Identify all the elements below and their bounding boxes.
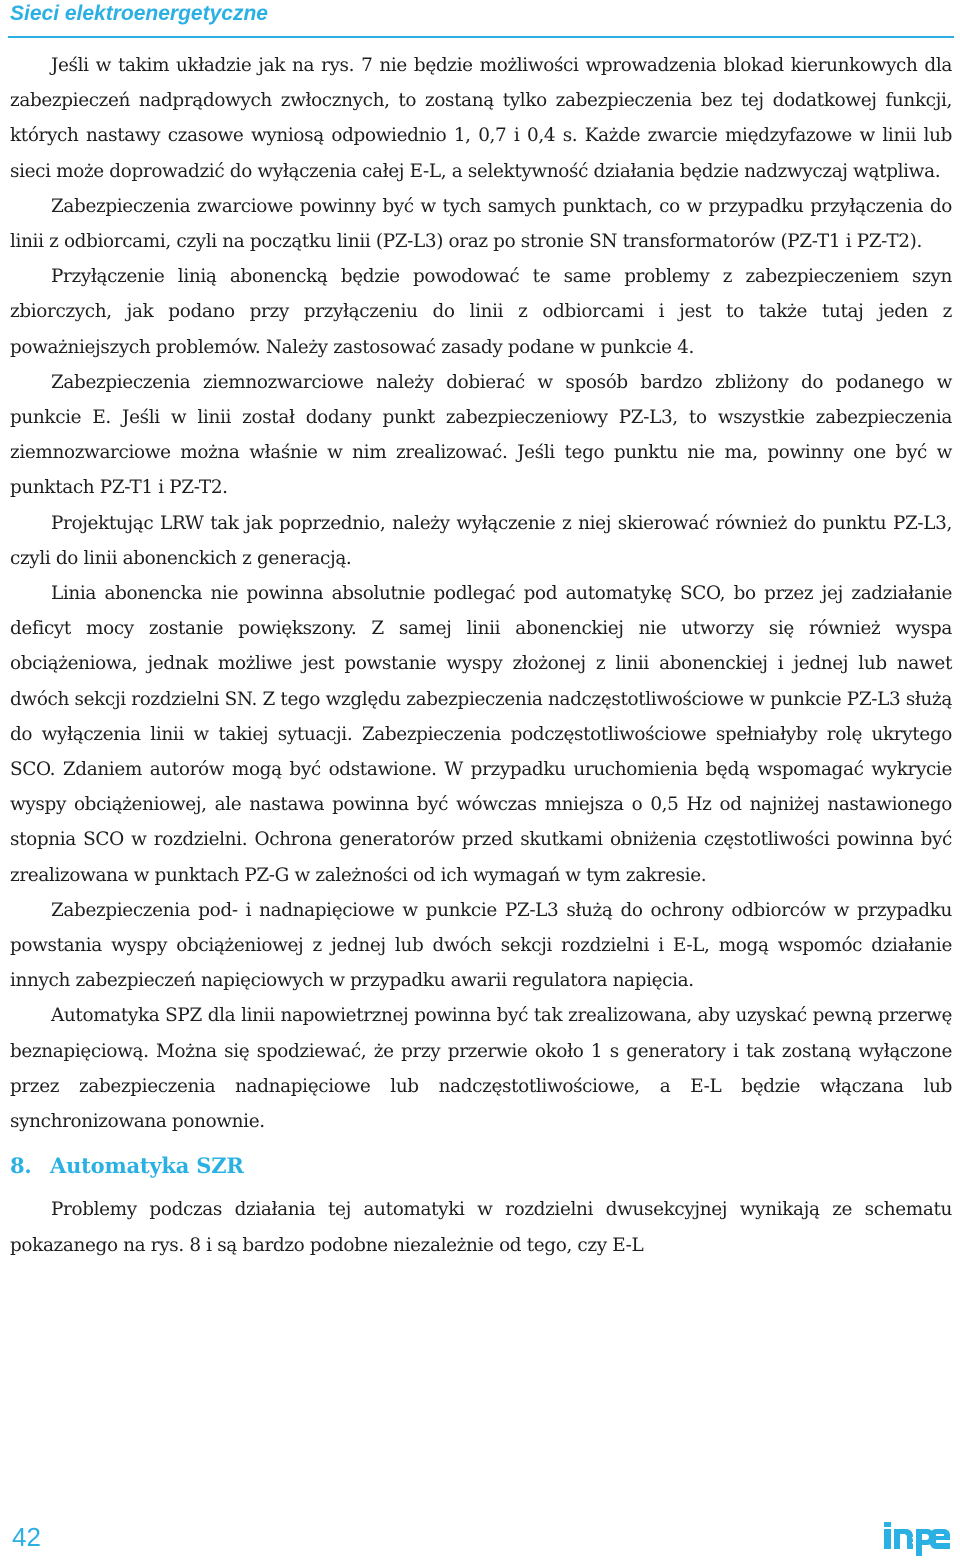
header-rule [8,36,954,38]
paragraph: Problemy podczas działania tej automatyki w rozdzielni dwusekcyjnej wynikają ze schematu pokazanego na rys. 8 i są bardzo podobne niezależnie od tego, czy E-L [10,1199,952,1256]
paragraph: Zabezpieczenia zwarciowe powinny być w tych samych punktach, co w przypadku przyłączenia do linii z odbiorcami, czyli na początku linii (PZ-L3) oraz po stronie SN transformatorów (PZ-T1 i PZ-T2). [10,195,952,253]
page-header [8,0,954,40]
paragraph: Jeśli w takim układzie jak na rys. 7 nie będzie możliwości wprowadzenia blokad kierunkowych dla zabezpieczeń nadprądowych zwłocznych, to zostaną tylko zabezpieczenia bez tej dodatkowej funkcji, których nastawy czasowe wyniosą odpowiednio 1, 0,7 i 0,4 s. Każde zwarcie międzyfazowe w linii lub sieci może doprowadzić do wyłączenia całej E-L, a selektywność działania będzie nadzwyczaj wątpliwa. [10,55,952,182]
inpe-logo [882,1518,952,1558]
paragraph: Automatyka SPZ dla linii napowietrznej powinna być tak zrealizowana, aby uzyskać pewną przerwę beznapięciową. Można się spodziewać, że przy przerwie około 1 s generatory i tak zostaną wyłączone przez zabezpieczenia nadnapięciowe lub nadczęstotliwościowe, a E-L będzie włączana lub synchronizowana ponownie. [10,1005,952,1133]
section-number: 8. [10,1153,32,1179]
paragraph: Projektując LRW tak jak poprzednio, należy wyłączenie z niej skierować również do punktu PZ-L3, czyli do linii abonenckich z generacją. [10,512,952,569]
paragraph: Linia abonencka nie powinna absolutnie podlegać pod automatykę SCO, bo przez jej zadziałanie deficyt mocy zostanie powiększony. Z samej linii abonenckiej nie utworzy się również wyspa obciążeniowa, jednak możliwe jest powstanie wyspy złożonej z linii abonenckiej i jednej lub nawet dwóch sekcji rozdzielni SN. Z tego względu zabezpieczenia nadczęstotliwościowe w punkcie PZ-L3 służą do wyłączenia linii w takiej sytuacji. Zabezpieczenia podczęstotliwościowe spełniałyby rolę ukrytego SCO. Zdaniem autorów mogą być odstawione. W przypadku uruchomienia będą wspomagać wykrycie wyspy obciążeniowej, ale nastawa powinna być wówczas mniejsza o 0,5 Hz od najniżej nastawionego stopnia SCO w rozdzielni. Ochrona generatorów przed skutkami obniżenia częstotliwości powinna być zrealizowana w punktach PZ-G w zależności od ich wymagań w tym zakresie. [10,583,952,886]
running-header-title: Sieci elektroenergetyczne [10,2,268,25]
page-number: 42 [12,1522,41,1552]
paragraph: Zabezpieczenia pod- i nadnapięciowe w punkcie PZ-L3 służą do ochrony odbiorców w przypadku powstania wyspy obciążeniowej z jednej lub dwóch sekcji rozdzielni i E-L, mogą wspomóc działanie innych zabezpieczeń napięciowych w przypadku awarii regulatora napięcia. [10,899,952,992]
section-heading [10,1148,952,1184]
paragraph: Przyłączenie linią abonencką będzie powodować te same problemy z zabezpieczeniem szyn zbiorczych, jak podano przy przyłączeniu do linii z odbiorcami i jest to także tutaj jeden z poważniejszych problemów. Należy zastosować zasady podane w punkcie 4. [10,266,952,358]
section-title: Automatyka SZR [50,1153,244,1179]
paragraph: Zabezpieczenia ziemnozwarciowe należy dobierać w sposób bardzo zbliżony do podanego w punkcie E. Jeśli w linii został dodany punkt zabezpieczeniowy PZ-L3, to wszystkie zabezpieczenia ziemnozwarciowe można właśnie w nim zrealizować. Jeśli tego punktu nie ma, powinny one być w punktach PZ-T1 i PZ-T2. [10,371,952,499]
body-text [10,48,952,1263]
